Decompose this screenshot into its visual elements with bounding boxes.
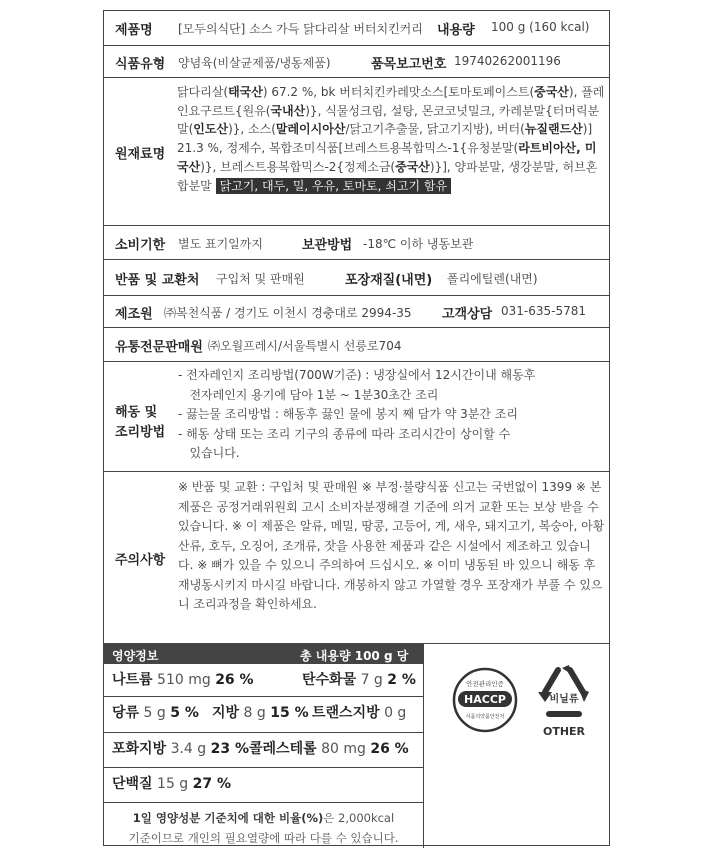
ingredients-text: 닭다리살(태국산) 67.2 %, bk 버터치킨카레맛소스[토마토페이스트(중국산), 플레인요구르트{원유(국내산)}, 식물성크림, 설탕, 몬코코넛밀크, 카레분말{터머릭분말(인도산)}, 소스(말레이시아산/닭고기추출물, 닭고기지방), 버터(뉴질랜드산)] 21.3 %, 정제수, 복합조미식품[브레스트용복합믹스-1{유청분말(라트비아산, 미국산)}, 브레스트용복합믹스-2{정제소금(중국산)}], 양파분말, 생강분말, 허브혼합분말 닭고기, 대두, 밀, 우유, 토마토, 쇠고기 함유 bbox=[177, 85, 605, 193]
product-name-label: 제품명 bbox=[115, 23, 153, 38]
return-value: 구입처 및 판매원 bbox=[216, 272, 305, 286]
storage-label: 보관방법 bbox=[302, 238, 353, 253]
recycle-logo bbox=[529, 662, 599, 742]
nutrition-row: 포화지방 3.4 g 23 % 콜레스테롤 80 mg 26 % bbox=[104, 733, 423, 768]
svg-text:비닐류: 비닐류 bbox=[549, 694, 579, 705]
haccp-logo bbox=[451, 666, 519, 734]
svg-text:식품의약품안전처: 식품의약품안전처 bbox=[465, 714, 505, 720]
report-number-label: 품목보고번호 bbox=[371, 57, 447, 72]
cooking-label-1: 해동 및 bbox=[115, 405, 158, 420]
nutrition-title: 영양정보 bbox=[112, 649, 159, 663]
customer-service-label: 고객상담 bbox=[442, 307, 493, 322]
return-label: 반품 및 교환처 bbox=[115, 273, 200, 288]
nutrition-section bbox=[104, 644, 609, 847]
row-return bbox=[104, 260, 609, 296]
nutrition-header bbox=[104, 644, 423, 664]
row-manufacturer bbox=[104, 296, 609, 328]
net-content-label: 내용량 bbox=[437, 23, 475, 38]
manufacturer-label: 제조원 bbox=[115, 307, 153, 322]
nutrition-footnote: 1일 영양성분 기준치에 대한 비율(%)은 2,000kcal 기준이므로 개인의 필요열량에 따라 다를 수 있습니다. bbox=[128, 811, 399, 845]
distributor-value: ㈜오월프레시/서울특별시 선릉로704 bbox=[208, 339, 402, 353]
product-info-table bbox=[103, 10, 610, 846]
svg-text:HACCP: HACCP bbox=[464, 693, 506, 706]
nutrition-row: 당류 5 g 5 % 지방 8 g 15 % 트랜스지방 0 g bbox=[104, 697, 423, 733]
row-expiry bbox=[104, 226, 609, 260]
packaging-label: 포장재질(내면) bbox=[345, 273, 433, 288]
distributor-label: 유통전문판매원 bbox=[115, 340, 203, 355]
caution-text: ※ 반품 및 교환 : 구입처 및 판매원 ※ 부정·불량식품 신고는 국번없이 1399 ※ 본 제품은 공정거래위원회 고시 소비자분쟁해결 기준에 의거 교환 또는 보상 받을 수 있습니다. ※ 이 제품은 알류, 메밀, 땅콩, 고등어, 게, 새우, 돼지고기, 복숭아, 아황산류, 호두, 오징어, 조개류, 잣을 사용한 제품과 같은 시설에서 제조하고 있습니다. ※ 뼈가 있을 수 있으니 주의하여 드십시오. ※ 이미 냉동된 바 있으니 해동 후 재냉동시키지 마시길 바랍니다. 개봉하지 않고 가열할 경우 포장재가 부풀 수 있으니 조리과정을 확인하세요. bbox=[178, 480, 605, 611]
svg-text:안전관리인증: 안전관리인증 bbox=[466, 680, 504, 688]
expiry-value: 별도 표기일까지 bbox=[178, 237, 263, 251]
product-name-value: [모두의식단] 소스 가득 닭다리살 버터치킨커리 bbox=[178, 22, 423, 36]
storage-value: -18℃ 이하 냉동보관 bbox=[363, 237, 474, 251]
allergy-badge: 닭고기, 대두, 밀, 우유, 토마토, 쇠고기 함유 bbox=[216, 178, 451, 194]
ingredients-label: 원재료명 bbox=[115, 147, 166, 162]
caution-label: 주의사항 bbox=[115, 553, 166, 568]
packaging-value: 폴리에틸렌(내면) bbox=[447, 272, 538, 286]
food-type-label: 식품유형 bbox=[115, 57, 166, 72]
nutrition-row: 나트륨 510 mg 26 % 탄수화물 7 g 2 % bbox=[104, 664, 423, 697]
row-cooking bbox=[104, 362, 609, 472]
row-food-type bbox=[104, 46, 609, 78]
nutrition-row: 단백질 15 g 27 % bbox=[104, 768, 423, 803]
report-number-value: 19740262001196 bbox=[454, 54, 561, 68]
row-distributor bbox=[104, 328, 609, 362]
nutrition-divider bbox=[423, 644, 424, 848]
row-ingredients bbox=[104, 78, 609, 226]
net-content-value: 100 g (160 kcal) bbox=[491, 20, 590, 34]
cooking-instructions: - 전자레인지 조리방법(700W기준) : 냉장실에서 12시간이내 해동후 전자레인지 용기에 담아 1분 ~ 1분30초간 조리 - 끓는물 조리방법 : 해동후 끓인 물에 봉지 째 담가 약 3분간 조리 - 해동 상태 또는 조리 기구의 종류에 따라 조리시간이 상이할 수 있습니다. bbox=[178, 368, 536, 461]
manufacturer-value: ㈜복천식품 / 경기도 이천시 경충대로 2994-35 bbox=[164, 306, 412, 320]
food-type-value: 양념육(비살균제품/냉동제품) bbox=[178, 56, 331, 70]
row-caution bbox=[104, 472, 609, 644]
expiry-label: 소비기한 bbox=[115, 238, 166, 253]
nutrition-per: 총 내용량 100 g 당 bbox=[300, 649, 409, 663]
cooking-label-2: 조리방법 bbox=[115, 425, 166, 440]
customer-service-value: 031-635-5781 bbox=[501, 304, 587, 318]
row-product-name bbox=[104, 11, 609, 46]
svg-text:OTHER: OTHER bbox=[542, 725, 586, 738]
